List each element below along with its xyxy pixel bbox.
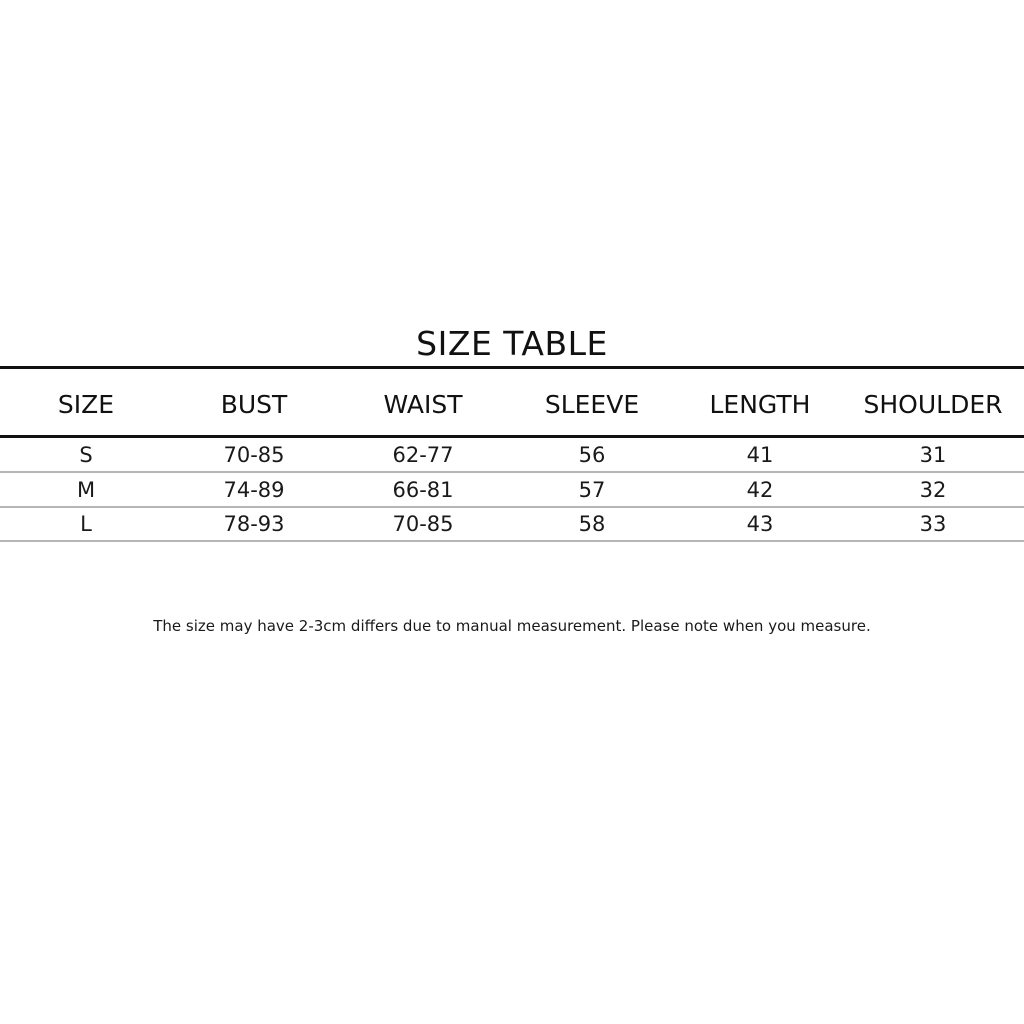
table-row [0,509,1024,539]
cell-shoulder: 32 [919,478,947,502]
table-row-divider [0,471,1024,473]
cell-shoulder: 33 [919,512,947,536]
cell-sleeve: 56 [578,443,606,467]
measurement-note: The size may have 2-3cm differs due to manual measurement. Please note when you measure. [153,617,871,635]
header-cell-shoulder: SHOULDER [863,390,1003,419]
table-header-row [0,387,1024,423]
header-cell-bust: BUST [220,390,288,419]
cell-bust: 78-93 [223,512,285,536]
table-row [0,475,1024,505]
cell-size: L [80,512,92,536]
cell-bust: 70-85 [223,443,285,467]
header-cell-length: LENGTH [709,390,811,419]
table-header-rule [0,435,1024,438]
cell-shoulder: 31 [919,443,947,467]
header-cell-size: SIZE [57,390,115,419]
cell-waist: 66-81 [392,478,454,502]
header-cell-sleeve: SLEEVE [544,390,640,419]
page-title: SIZE TABLE [416,324,608,363]
cell-sleeve: 57 [578,478,606,502]
cell-bust: 74-89 [223,478,285,502]
cell-length: 42 [746,478,774,502]
cell-size: M [76,478,96,502]
cell-waist: 62-77 [392,443,454,467]
cell-size: S [79,443,93,467]
table-row-divider [0,506,1024,508]
cell-waist: 70-85 [392,512,454,536]
table-row [0,440,1024,470]
cell-length: 41 [746,443,774,467]
cell-length: 43 [746,512,774,536]
table-bottom-rule [0,540,1024,542]
cell-sleeve: 58 [578,512,606,536]
table-top-rule [0,366,1024,369]
header-cell-waist: WAIST [383,390,463,419]
